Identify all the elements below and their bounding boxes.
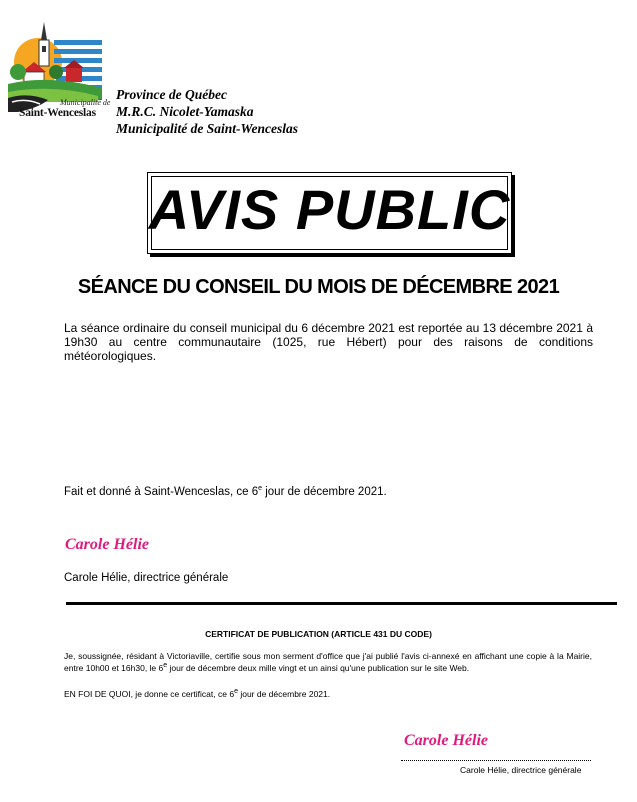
header-province: Province de Québec <box>116 87 227 102</box>
subtitle: SÉANCE DU CONSEIL DU MOIS DE DÉCEMBRE 2021 <box>77 276 560 298</box>
notice-body: La séance ordinaire du conseil municipal du 6 décembre 2021 est reportée au 13 décembre 2021 à 19h30 au centre communautaire (1025, rue Hébert) pour des raisons de conditions météorologiques. <box>64 321 593 363</box>
title-box <box>147 172 512 254</box>
logo-caption-line2: Saint-Wenceslas <box>19 107 96 119</box>
certificate-body: Je, soussignée, résidant à Victoriaville, certifie sous mon serment d'office que j'ai publié l'avis ci-annexé en affichant une copie à la Mairie, entre 10h00 et 16h30, le 6e jour de décembre deux mille vingt et un ainsi qu'une publication sur le site Web. <box>64 651 592 673</box>
header-address <box>116 86 298 137</box>
certificate-signature-script: Carole Hélie <box>404 732 488 749</box>
fait-line: Fait et donné à Saint-Wenceslas, ce 6e jour de décembre 2021. <box>64 485 387 498</box>
header-mrc: M.R.C. Nicolet-Yamaska <box>116 104 254 119</box>
header-municipality: Municipalité de Saint-Wenceslas <box>116 121 299 136</box>
certificate-foi: EN FOI DE QUOI, je donne ce certificat, ce 6e jour de décembre 2021. <box>64 688 331 699</box>
divider <box>66 602 617 605</box>
page-title: AVIS PUBLIC <box>148 178 511 241</box>
signature-name: Carole Hélie, directrice générale <box>64 572 229 584</box>
logo-caption-line1: Municipalité de <box>60 98 111 107</box>
signature-script: Carole Hélie <box>65 536 149 553</box>
certificate-title: CERTIFICAT DE PUBLICATION (ARTICLE 431 DU CODE) <box>205 629 432 639</box>
signature-line <box>401 760 591 761</box>
certificate-signature-name: Carole Hélie, directrice générale <box>460 765 582 775</box>
